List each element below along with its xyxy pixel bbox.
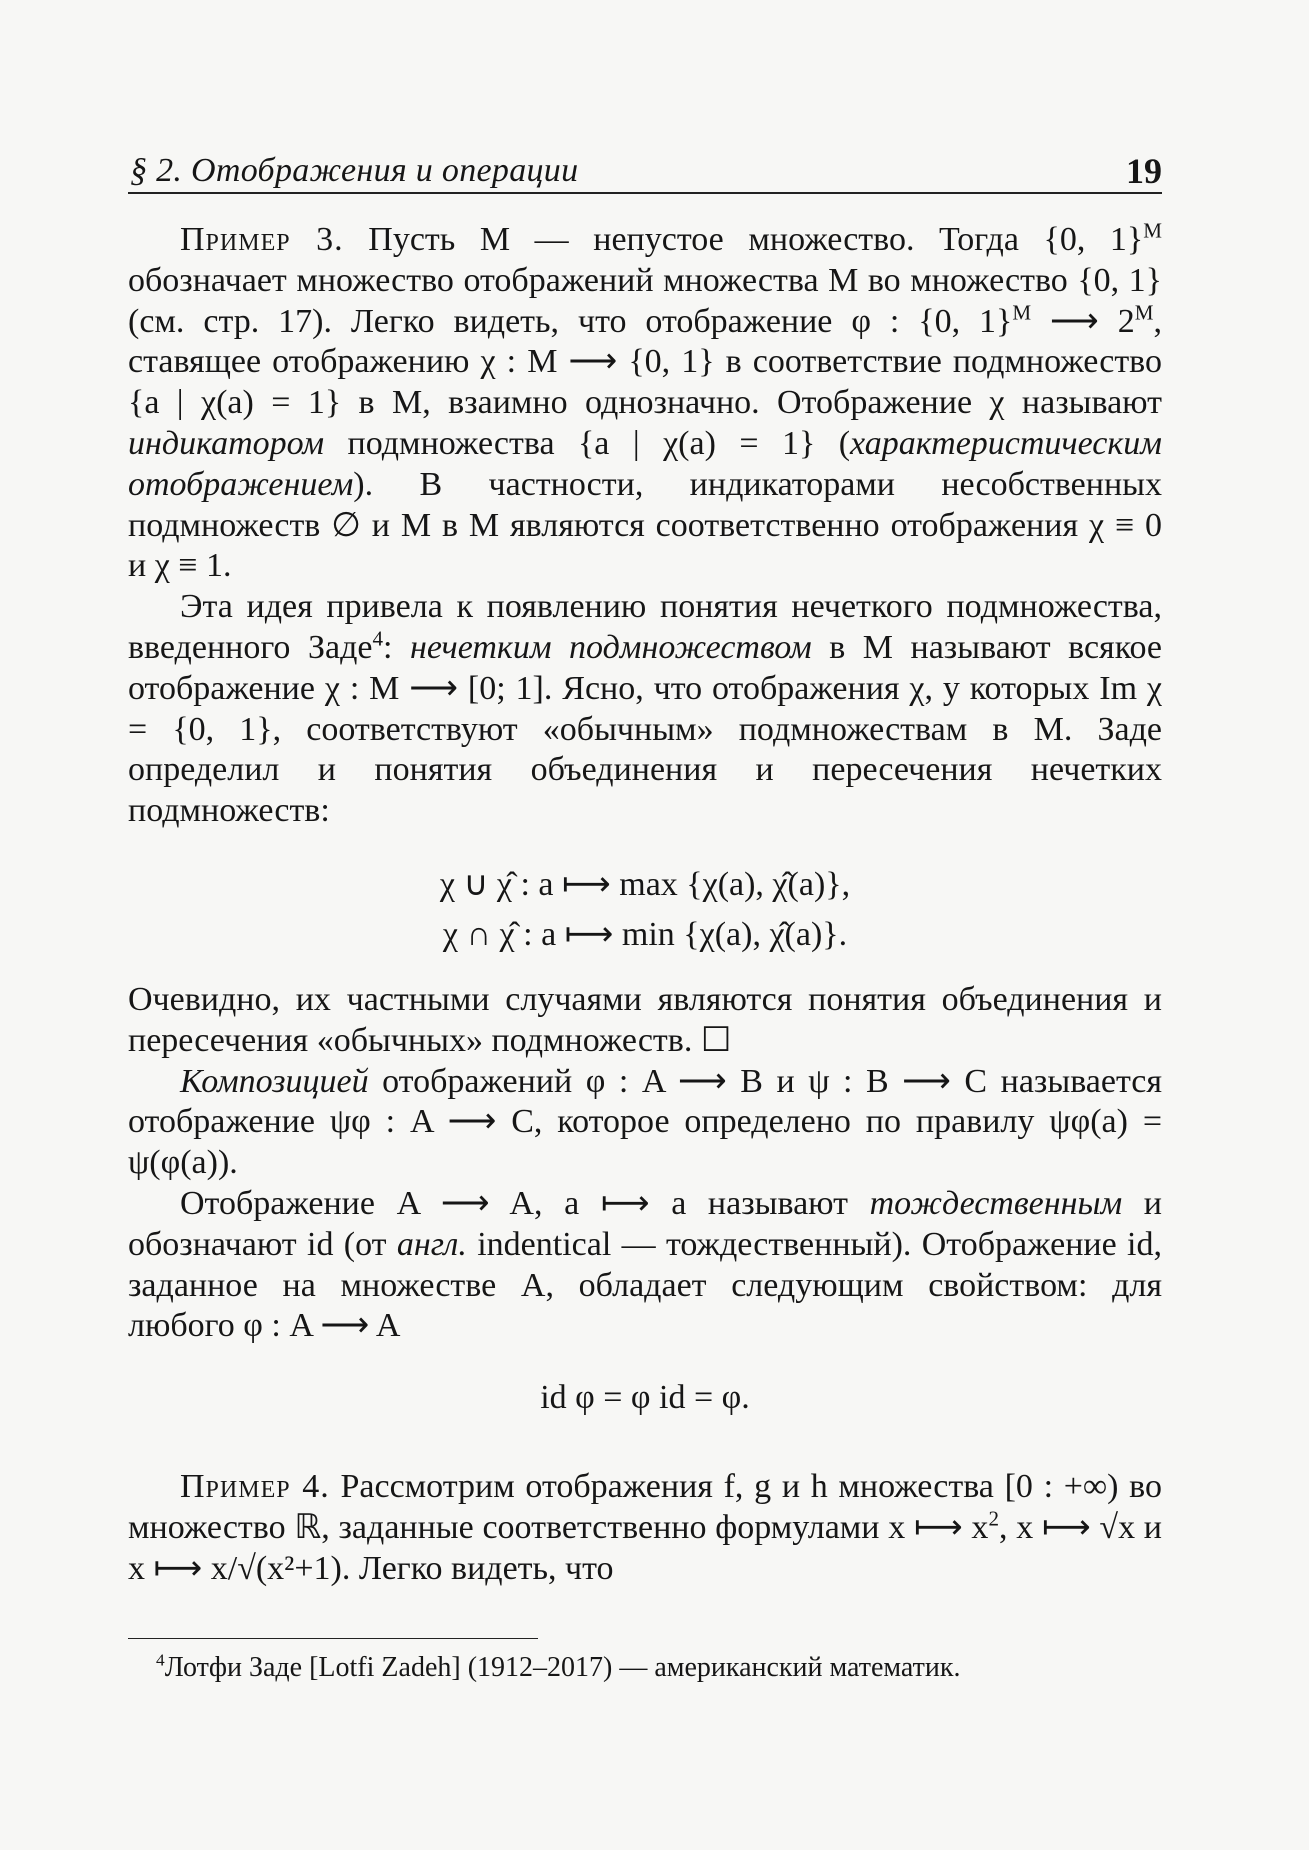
section-title: § 2. Отображения и операции xyxy=(130,152,579,189)
running-header xyxy=(128,148,1162,194)
superscript: M xyxy=(1143,218,1162,243)
emphasis: Композицией xyxy=(180,1062,369,1100)
text-run: ). В частности, индикаторами несобственных подмножеств ∅ и M в M являются соответственно отображения χ ≡ 0 и χ ≡ 1. xyxy=(128,465,1162,585)
display-formulas-union-intersection xyxy=(128,860,1162,960)
emphasis: индикатором xyxy=(128,424,325,462)
text-run: и обозначают id (от xyxy=(128,1184,1162,1263)
text-run: обозначает множество отображений множества M во множество {0, 1} (см. стр. 17). Легко видеть, что отображение φ : {0, 1} xyxy=(128,261,1162,340)
emphasis: англ. xyxy=(396,1225,467,1263)
text-run: подмножества {a | χ(a) = 1} ( xyxy=(324,424,851,462)
text-run: Эта идея привела к появлению понятия нечеткого подмножества, введенного Заде xyxy=(128,588,1162,666)
text-run: Рассмотрим отображения f, g и h множества [0 : +∞) во множество ℝ, заданные соответственно формулами x ⟼ x xyxy=(128,1468,1162,1546)
emphasis: нечетким подмножеством xyxy=(409,628,812,666)
footnote xyxy=(128,1652,1162,1684)
example-label: Пример 3. xyxy=(180,221,344,258)
body-text xyxy=(128,220,1162,1590)
conclusion-paragraph: Очевидно, их частными случаями являются понятия объединения и пересечения «обычных» подмножеств. ☐ xyxy=(128,980,1162,1059)
superscript: 2 xyxy=(988,1506,999,1531)
text-run: в M называют всякое отображение χ : M ⟶ [0; 1]. Ясно, что отображения χ, у которых Im χ = {0, 1}, соответствуют «обычным» подмножествам в M. Заде определил и понятия объединения и пересечения нечетких подмножеств: xyxy=(128,628,1162,830)
text-run: , x ⟼ √x и x ⟼ x/√(x²+1). Легко видеть, что xyxy=(128,1508,1162,1587)
text-run: ⟶ 2 xyxy=(1031,302,1135,340)
text-run: отображений φ : A ⟶ B и ψ : B ⟶ C называется отображение ψφ : A ⟶ C, которое определено по правилу ψφ(a) = ψ(φ(a)). xyxy=(128,1062,1162,1182)
footnote-text: Лотфи Заде [Lotfi Zadeh] (1912–2017) — американский математик. xyxy=(164,1652,961,1683)
composition-paragraph xyxy=(128,1062,1162,1184)
formula-intersection: χ ∩ χ̂ : a ⟼ min {χ(a), χ̂(a)}. xyxy=(442,915,848,953)
emphasis: тождественным xyxy=(869,1184,1123,1222)
example-3-paragraph xyxy=(128,220,1162,587)
formula-union: χ ∪ χ̂ : a ⟼ max {χ(a), χ̂(a)}, xyxy=(439,865,851,903)
display-formula-identity xyxy=(128,1373,1162,1423)
footnote-ref: 4 xyxy=(372,626,384,651)
text-run: indentical — тождественный). Отображение id, заданное на множестве A, обладает следующим свойством: для любого φ : A ⟶ A xyxy=(128,1225,1162,1345)
footnote-divider xyxy=(128,1638,538,1639)
fuzzy-subset-paragraph xyxy=(128,587,1162,832)
identity-paragraph xyxy=(128,1184,1162,1347)
text-run: , ставящее отображению χ : M ⟶ {0, 1} в соответствие подмножество {a | χ(a) = 1} в M, взаимно однозначно. Отображение χ называют xyxy=(128,302,1162,422)
example-label: Пример 4. xyxy=(180,1468,330,1506)
emphasis: характеристическим отображением xyxy=(128,424,1162,503)
superscript: M xyxy=(1134,300,1154,325)
text-run: : xyxy=(383,628,410,666)
superscript: M xyxy=(1012,300,1032,325)
text-run: Отображение A ⟶ A, a ⟼ a называют xyxy=(180,1184,870,1222)
example-4-paragraph xyxy=(128,1467,1162,1589)
formula-identity: id φ = φ id = φ. xyxy=(540,1379,750,1417)
page-number: 19 xyxy=(1126,151,1162,191)
footnote-mark: 4 xyxy=(156,1650,165,1670)
text-run: Пусть M — непустое множество. Тогда {0, 1} xyxy=(343,221,1144,258)
